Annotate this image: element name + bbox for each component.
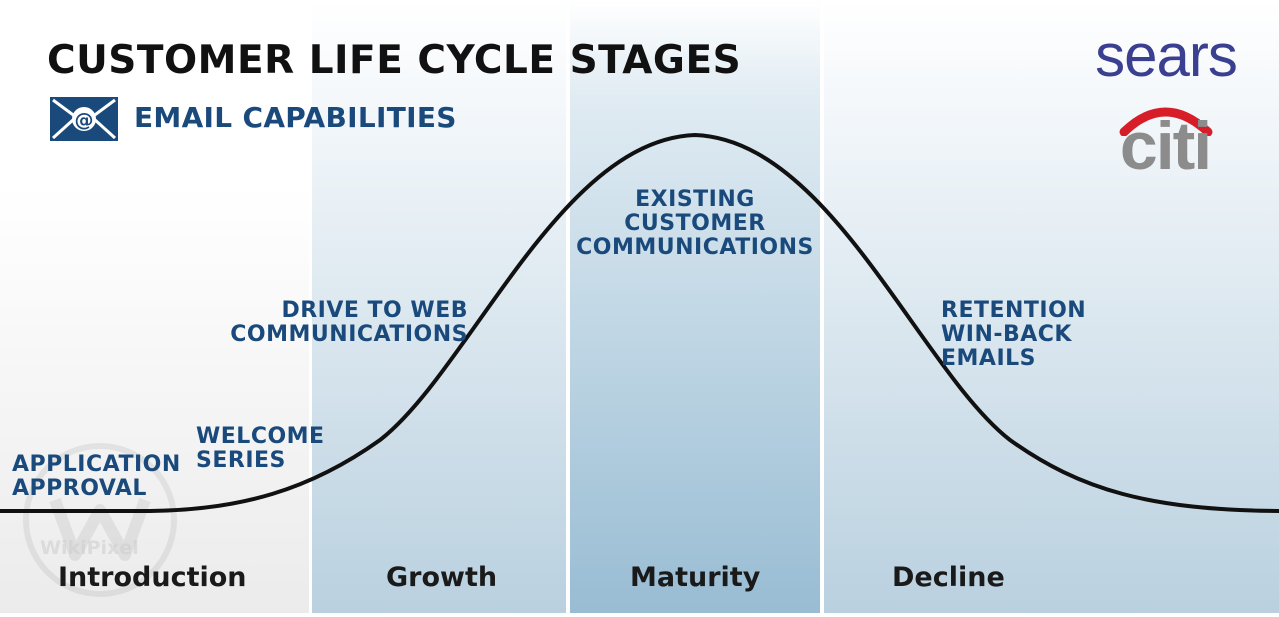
capability-line: APPROVAL	[12, 476, 147, 501]
capability-application-approval	[12, 453, 181, 501]
capability-line: DRIVE TO WEB	[281, 298, 468, 323]
capability-line: CUSTOMER	[624, 211, 766, 236]
capability-existing-customer	[572, 188, 818, 260]
page-title: CUSTOMER LIFE CYCLE STAGES	[47, 38, 742, 83]
capability-line: WELCOME	[196, 424, 325, 449]
capability-drive-to-web	[226, 299, 468, 347]
stage-label-introduction: Introduction	[58, 562, 247, 593]
capability-line: COMMUNICATIONS	[230, 322, 468, 347]
capability-line: EXISTING	[635, 187, 755, 212]
capability-welcome-series	[196, 425, 325, 473]
capability-line: APPLICATION	[12, 452, 181, 477]
stage-label-maturity: Maturity	[630, 562, 761, 593]
capability-retention	[941, 299, 1086, 371]
stage-label-growth: Growth	[386, 562, 498, 593]
capability-line: SERIES	[196, 448, 286, 473]
capability-line: COMMUNICATIONS	[576, 235, 814, 260]
citi-logo	[1100, 96, 1230, 184]
capability-line: EMAILS	[941, 346, 1036, 371]
svg-text:@: @	[74, 109, 94, 131]
watermark-text: WikiPixel	[40, 537, 139, 559]
capability-line: RETENTION	[941, 298, 1087, 323]
stage-label-decline: Decline	[892, 562, 1005, 593]
citi-wordmark: citi	[1119, 108, 1211, 184]
sears-logo: sears	[1095, 22, 1237, 89]
capability-line: WIN-BACK	[941, 322, 1072, 347]
email-icon	[50, 97, 118, 141]
subtitle: EMAIL CAPABILITIES	[134, 101, 457, 134]
